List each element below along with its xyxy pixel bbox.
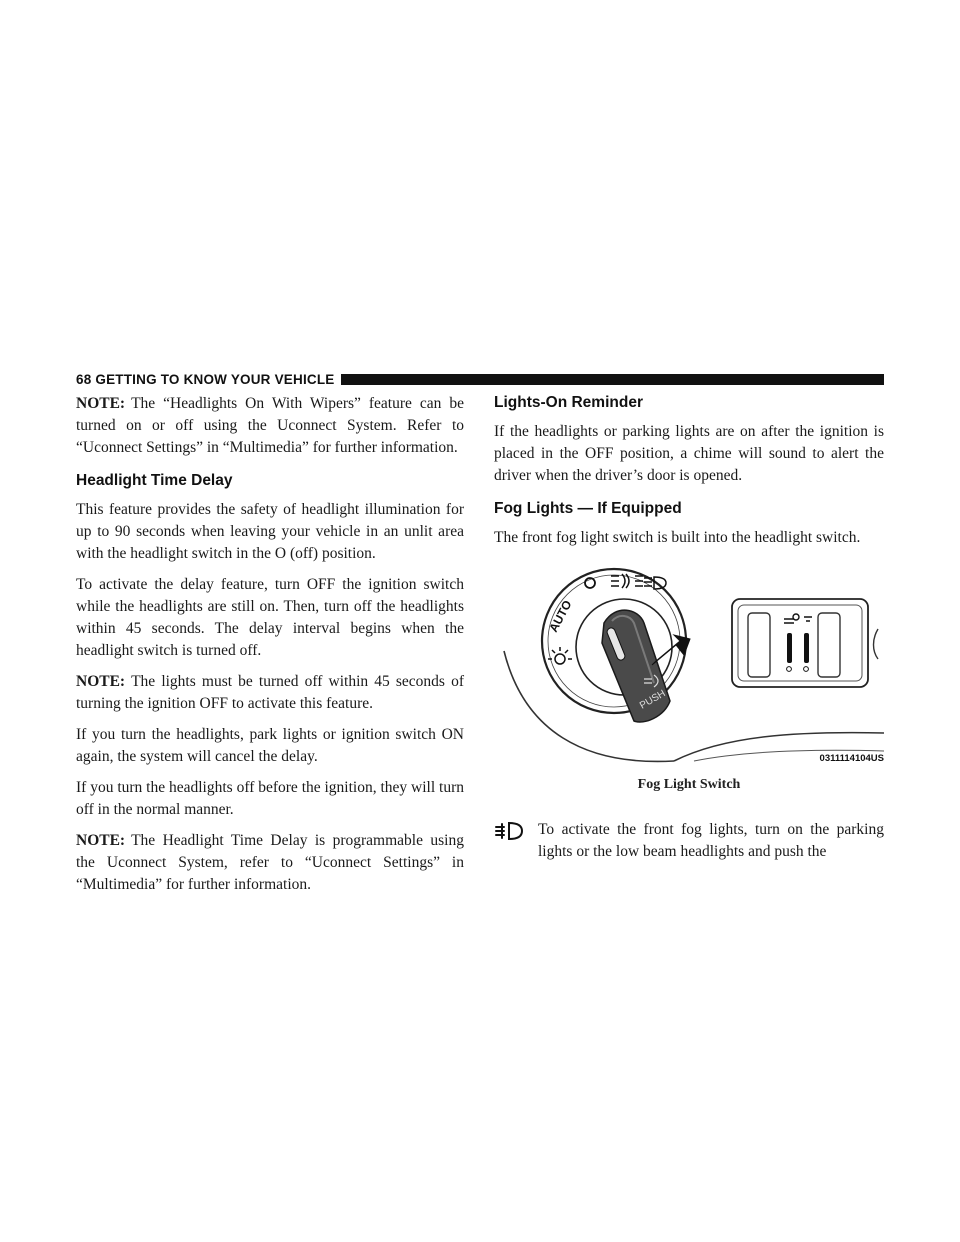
section-title: GETTING TO KNOW YOUR VEHICLE bbox=[95, 371, 335, 387]
paragraph-lights-on-reminder: If the headlights or parking lights are on after the ignition is placed in the OFF position, a chime will sound to alert the driver when the driver’s door is opened. bbox=[494, 423, 884, 484]
figure-caption: Fog Light Switch bbox=[637, 777, 741, 792]
fog-light-switch-drawing bbox=[494, 561, 884, 771]
note-label: NOTE: bbox=[76, 395, 126, 412]
left-column bbox=[76, 393, 464, 905]
paragraph-delay-feature: This feature provides the safety of headlight illumination for up to 90 seconds when leaving your vehicle in an unlit area with the headlight switch in the O (off) position. bbox=[76, 501, 464, 562]
paragraph-activate-fog: To activate the front fog lights, turn on the parking lights or the low beam headlights and push the bbox=[538, 821, 884, 860]
note-label: NOTE: bbox=[76, 673, 126, 690]
page-number: 68 bbox=[76, 371, 92, 387]
note-text: The Headlight Time Delay is programmable using the Uconnect System, refer to “Uconnect Settings” in “Multimedia” for further information. bbox=[76, 832, 464, 893]
figure-code: 0311114104US bbox=[819, 753, 884, 764]
heading-lights-on-reminder: Lights-On Reminder bbox=[494, 394, 643, 411]
push-label: PUSH bbox=[638, 688, 668, 712]
paragraph-normal-manner: If you turn the headlights off before the ignition, they will turn off in the normal manner. bbox=[76, 779, 464, 818]
note-turn-off-lights bbox=[76, 671, 464, 715]
fog-activation-paragraph bbox=[494, 819, 884, 863]
note-headlights-wipers bbox=[76, 393, 464, 459]
paragraph-activate-delay: To activate the delay feature, turn OFF the ignition switch while the headlights are still on. Then, turn off the headlights within 45 seconds. The delay interval begins when the headlight switch is turned off. bbox=[76, 576, 464, 659]
page-header-text bbox=[76, 372, 335, 387]
paragraph-cancel-delay: If you turn the headlights, park lights or ignition switch ON again, the system will cancel the delay. bbox=[76, 726, 464, 765]
fog-light-switch-illustration bbox=[494, 561, 884, 771]
note-label: NOTE: bbox=[76, 832, 126, 849]
note-programmable bbox=[76, 830, 464, 896]
auto-label: AUTO bbox=[546, 598, 575, 635]
note-text: The lights must be turned off within 45 seconds of turning the ignition OFF to activate this feature. bbox=[76, 673, 464, 712]
paragraph-fog-switch: The front fog light switch is built into the headlight switch. bbox=[494, 529, 861, 546]
right-column bbox=[494, 393, 884, 863]
heading-headlight-time-delay: Headlight Time Delay bbox=[76, 472, 233, 489]
header-rule bbox=[341, 374, 885, 385]
note-text: The “Headlights On With Wipers” feature can be turned on or off using the Uconnect System. Refer to “Uconnect Settings” in “Multimedia” for further information. bbox=[76, 395, 464, 456]
front-fog-light-icon bbox=[494, 821, 524, 841]
page-header bbox=[76, 368, 884, 390]
heading-fog-lights: Fog Lights — If Equipped bbox=[494, 500, 682, 517]
